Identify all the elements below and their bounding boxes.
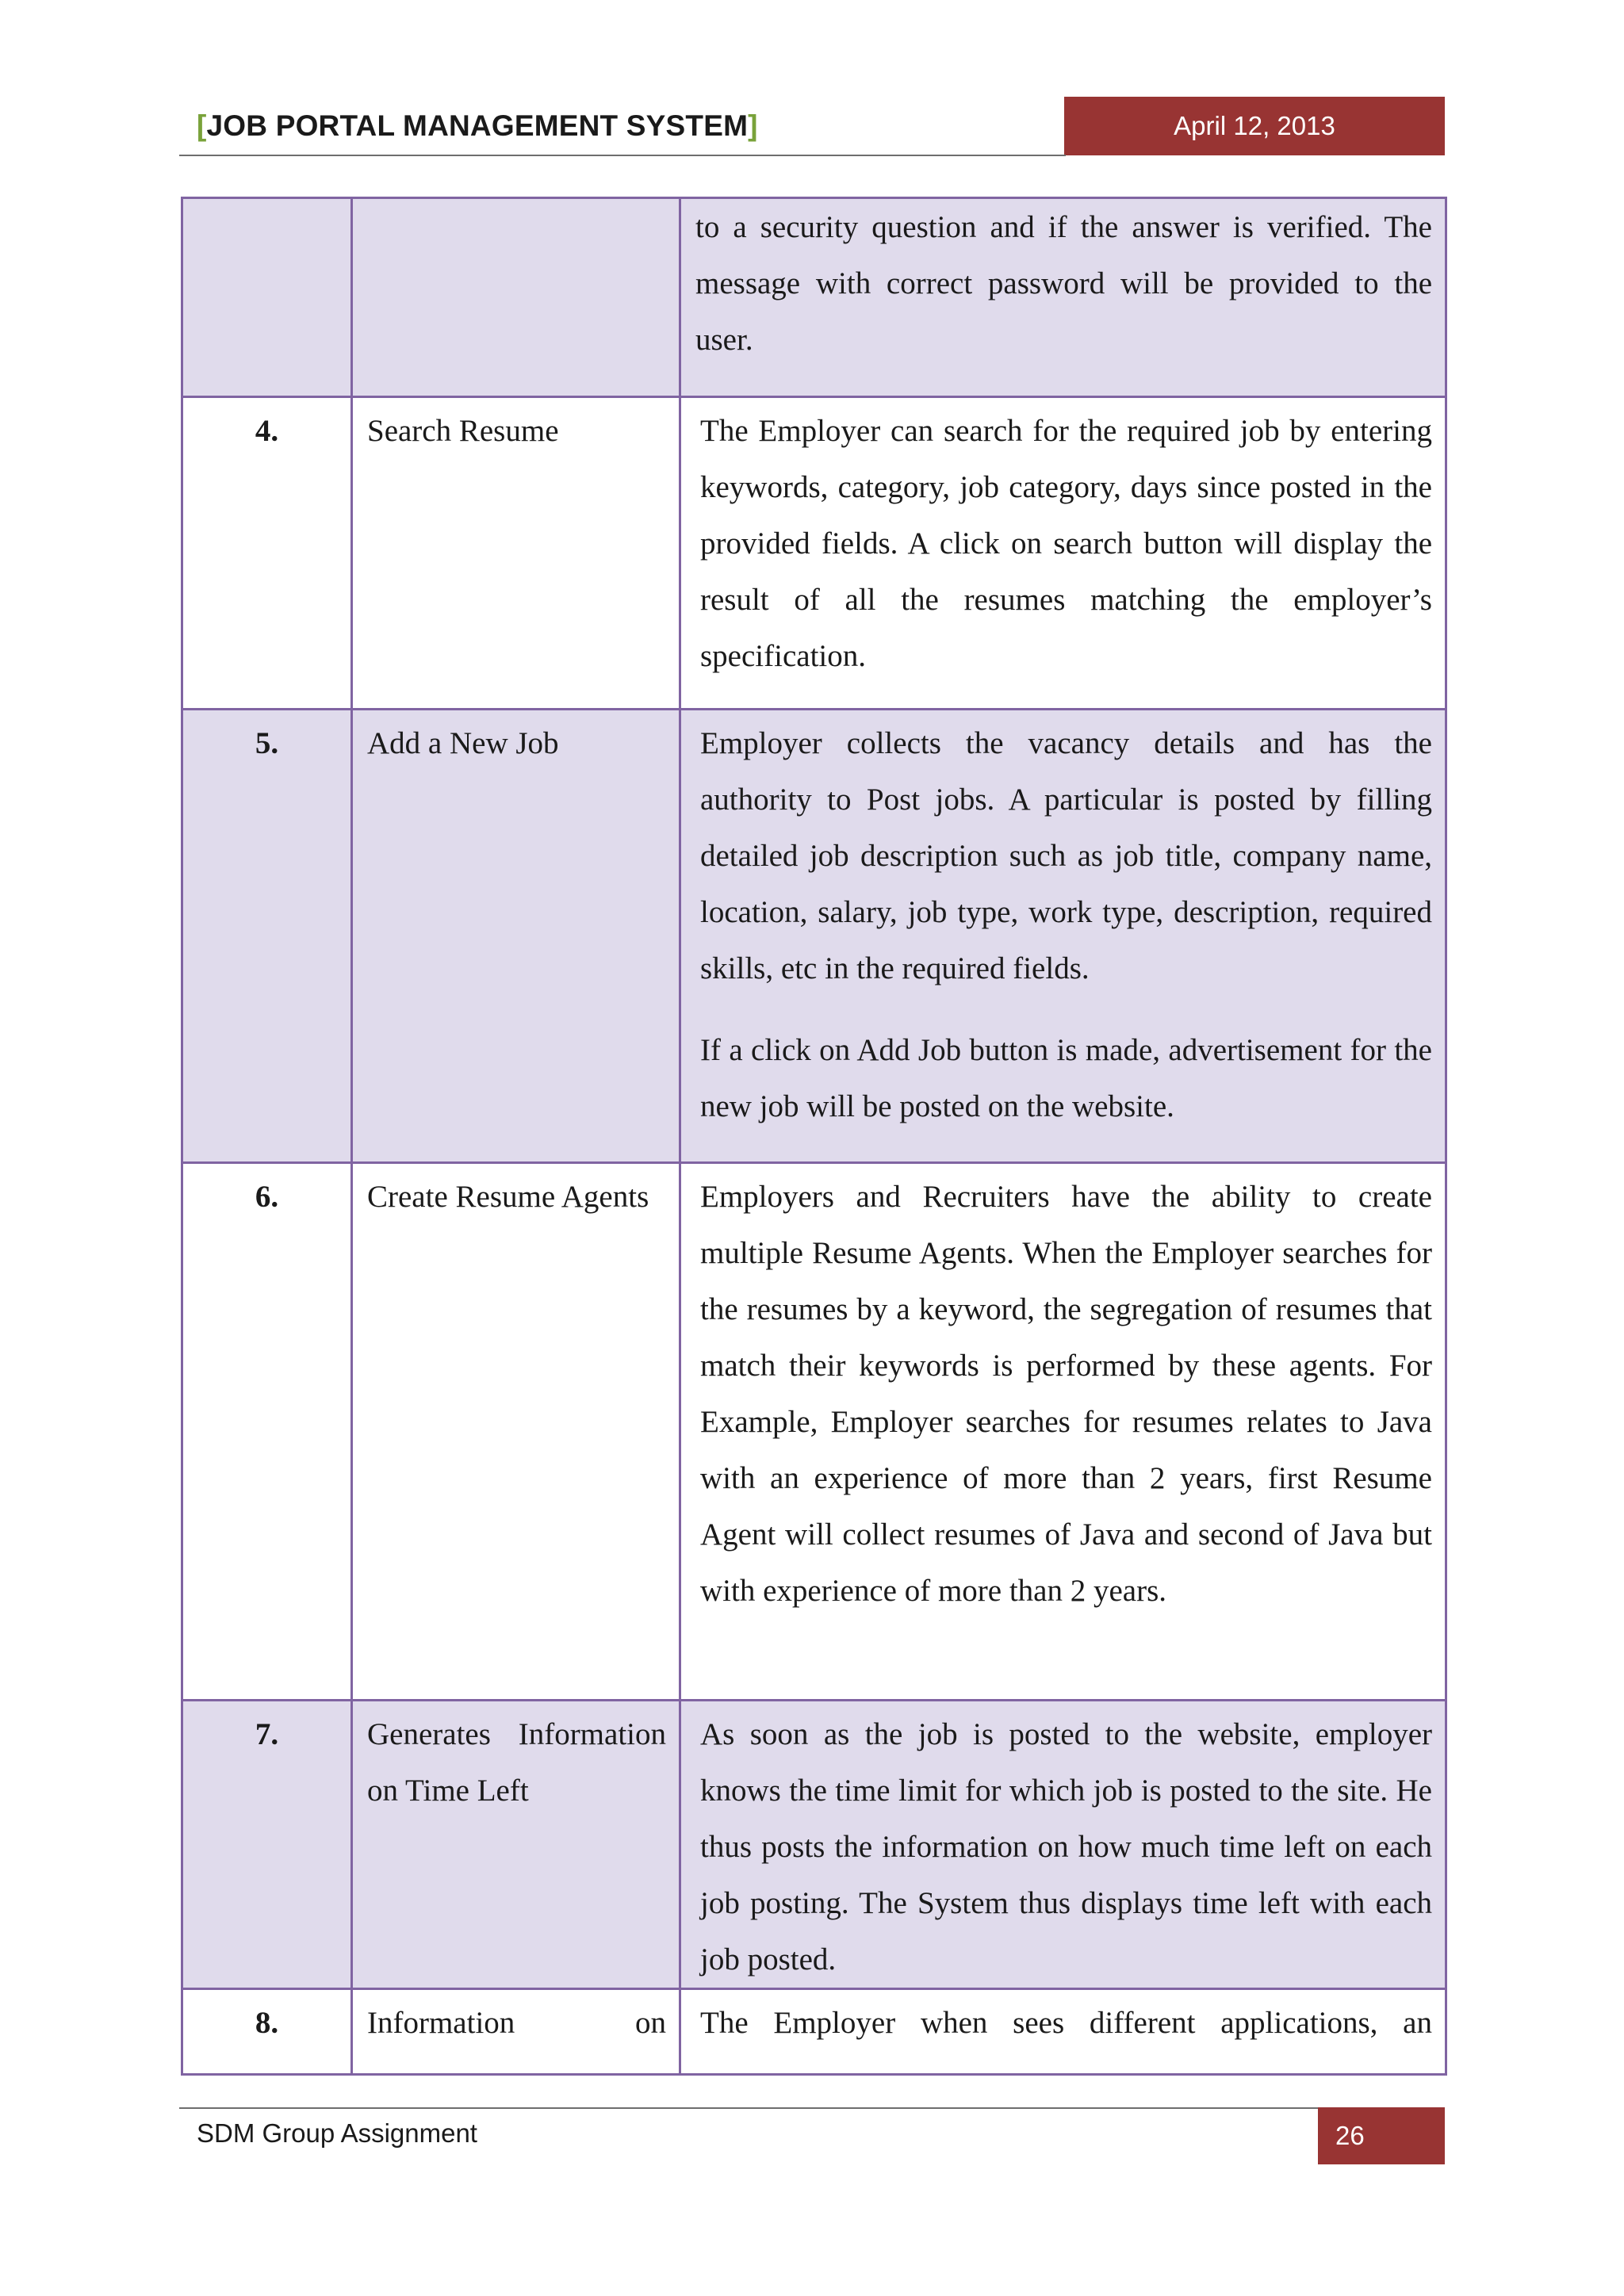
row-number: 7. (255, 1717, 279, 1751)
row-feature: Create Resume Agents (367, 1180, 649, 1214)
row-number-cell (182, 198, 352, 397)
row-description-cell (680, 198, 1446, 397)
row-feature: Search Resume (367, 414, 559, 448)
row-number-cell (182, 397, 352, 710)
row-feature: Add a New Job (367, 726, 559, 760)
row-description-cell (680, 1701, 1446, 1989)
header-divider (179, 155, 1066, 156)
row-number-cell (182, 1701, 352, 1989)
row-feature-cell (352, 397, 680, 710)
header-date: April 12, 2013 (1064, 97, 1445, 155)
row-number-cell (182, 710, 352, 1163)
row-feature-cell (352, 1989, 680, 2075)
page-number: 26 (1318, 2107, 1445, 2164)
row-description: to a security question and if the answer is verified. The message with correct password will be provided to the user. (695, 210, 1432, 357)
row-description: As soon as the job is posted to the website, employer knows the time limit for which job is posted to the site. He thus posts the information on how much time left on each job posting. The System thus displays time left with each job posted. (700, 1717, 1432, 1976)
table-row (182, 710, 1446, 1163)
row-description: The Employer can search for the required job by entering keywords, category, job category, days since posted in the provided fields. A click on search button will display the result of all the resumes matching the employer’s specification. (700, 414, 1432, 673)
row-number: 8. (255, 2006, 279, 2040)
table-row (182, 198, 1446, 397)
header-title-text: JOB PORTAL MANAGEMENT SYSTEM (206, 109, 749, 142)
table-row (182, 1989, 1446, 2075)
row-description: Employer collects the vacancy details and has the authority to Post jobs. A particular is posted by filling detailed job description such as job title, company name, location, salary, job type, work type, description, required skills, etc in the required fields. (700, 726, 1432, 985)
row-description-cell (680, 397, 1446, 710)
row-description-cell (680, 1989, 1446, 2075)
row-feature-cell (352, 198, 680, 397)
row-number-cell (182, 1163, 352, 1701)
table-row (182, 1163, 1446, 1701)
page-header-title (197, 109, 758, 143)
footer-text: SDM Group Assignment (197, 2118, 477, 2148)
row-feature-cell (352, 710, 680, 1163)
header-bracket-open: [ (197, 109, 207, 142)
row-description: Employers and Recruiters have the ability to create multiple Resume Agents. When the Employer searches for the resumes by a keyword, the segregation of resumes that match their keywords is performed by these agents. For Example, Employer searches for resumes relates to Java with an experience of more than 2 years, first Resume Agent will collect resumes of Java and second of Java but with experience of more than 2 years. (700, 1180, 1432, 1608)
header-bracket-close: ] (748, 109, 758, 142)
row-description: The Employer when sees different applications, an (700, 2006, 1432, 2040)
table-row (182, 397, 1446, 710)
table-row (182, 1701, 1446, 1989)
feature-table (181, 197, 1447, 2076)
row-feature (353, 199, 679, 204)
row-description-cell (680, 1163, 1446, 1701)
row-description-continued: If a click on Add Job button is made, advertisement for the new job will be posted on the website. (700, 1033, 1432, 1123)
row-number: 6. (255, 1180, 279, 1214)
row-feature-cell (352, 1163, 680, 1701)
row-number (183, 199, 350, 204)
row-feature-cell (352, 1701, 680, 1989)
row-feature: Information on (367, 2006, 666, 2040)
row-description-cell (680, 710, 1446, 1163)
row-number: 4. (255, 414, 279, 448)
row-number-cell (182, 1989, 352, 2075)
row-feature: Generates Information on Time Left (367, 1717, 666, 1808)
row-number: 5. (255, 726, 279, 760)
footer-divider (179, 2107, 1320, 2109)
